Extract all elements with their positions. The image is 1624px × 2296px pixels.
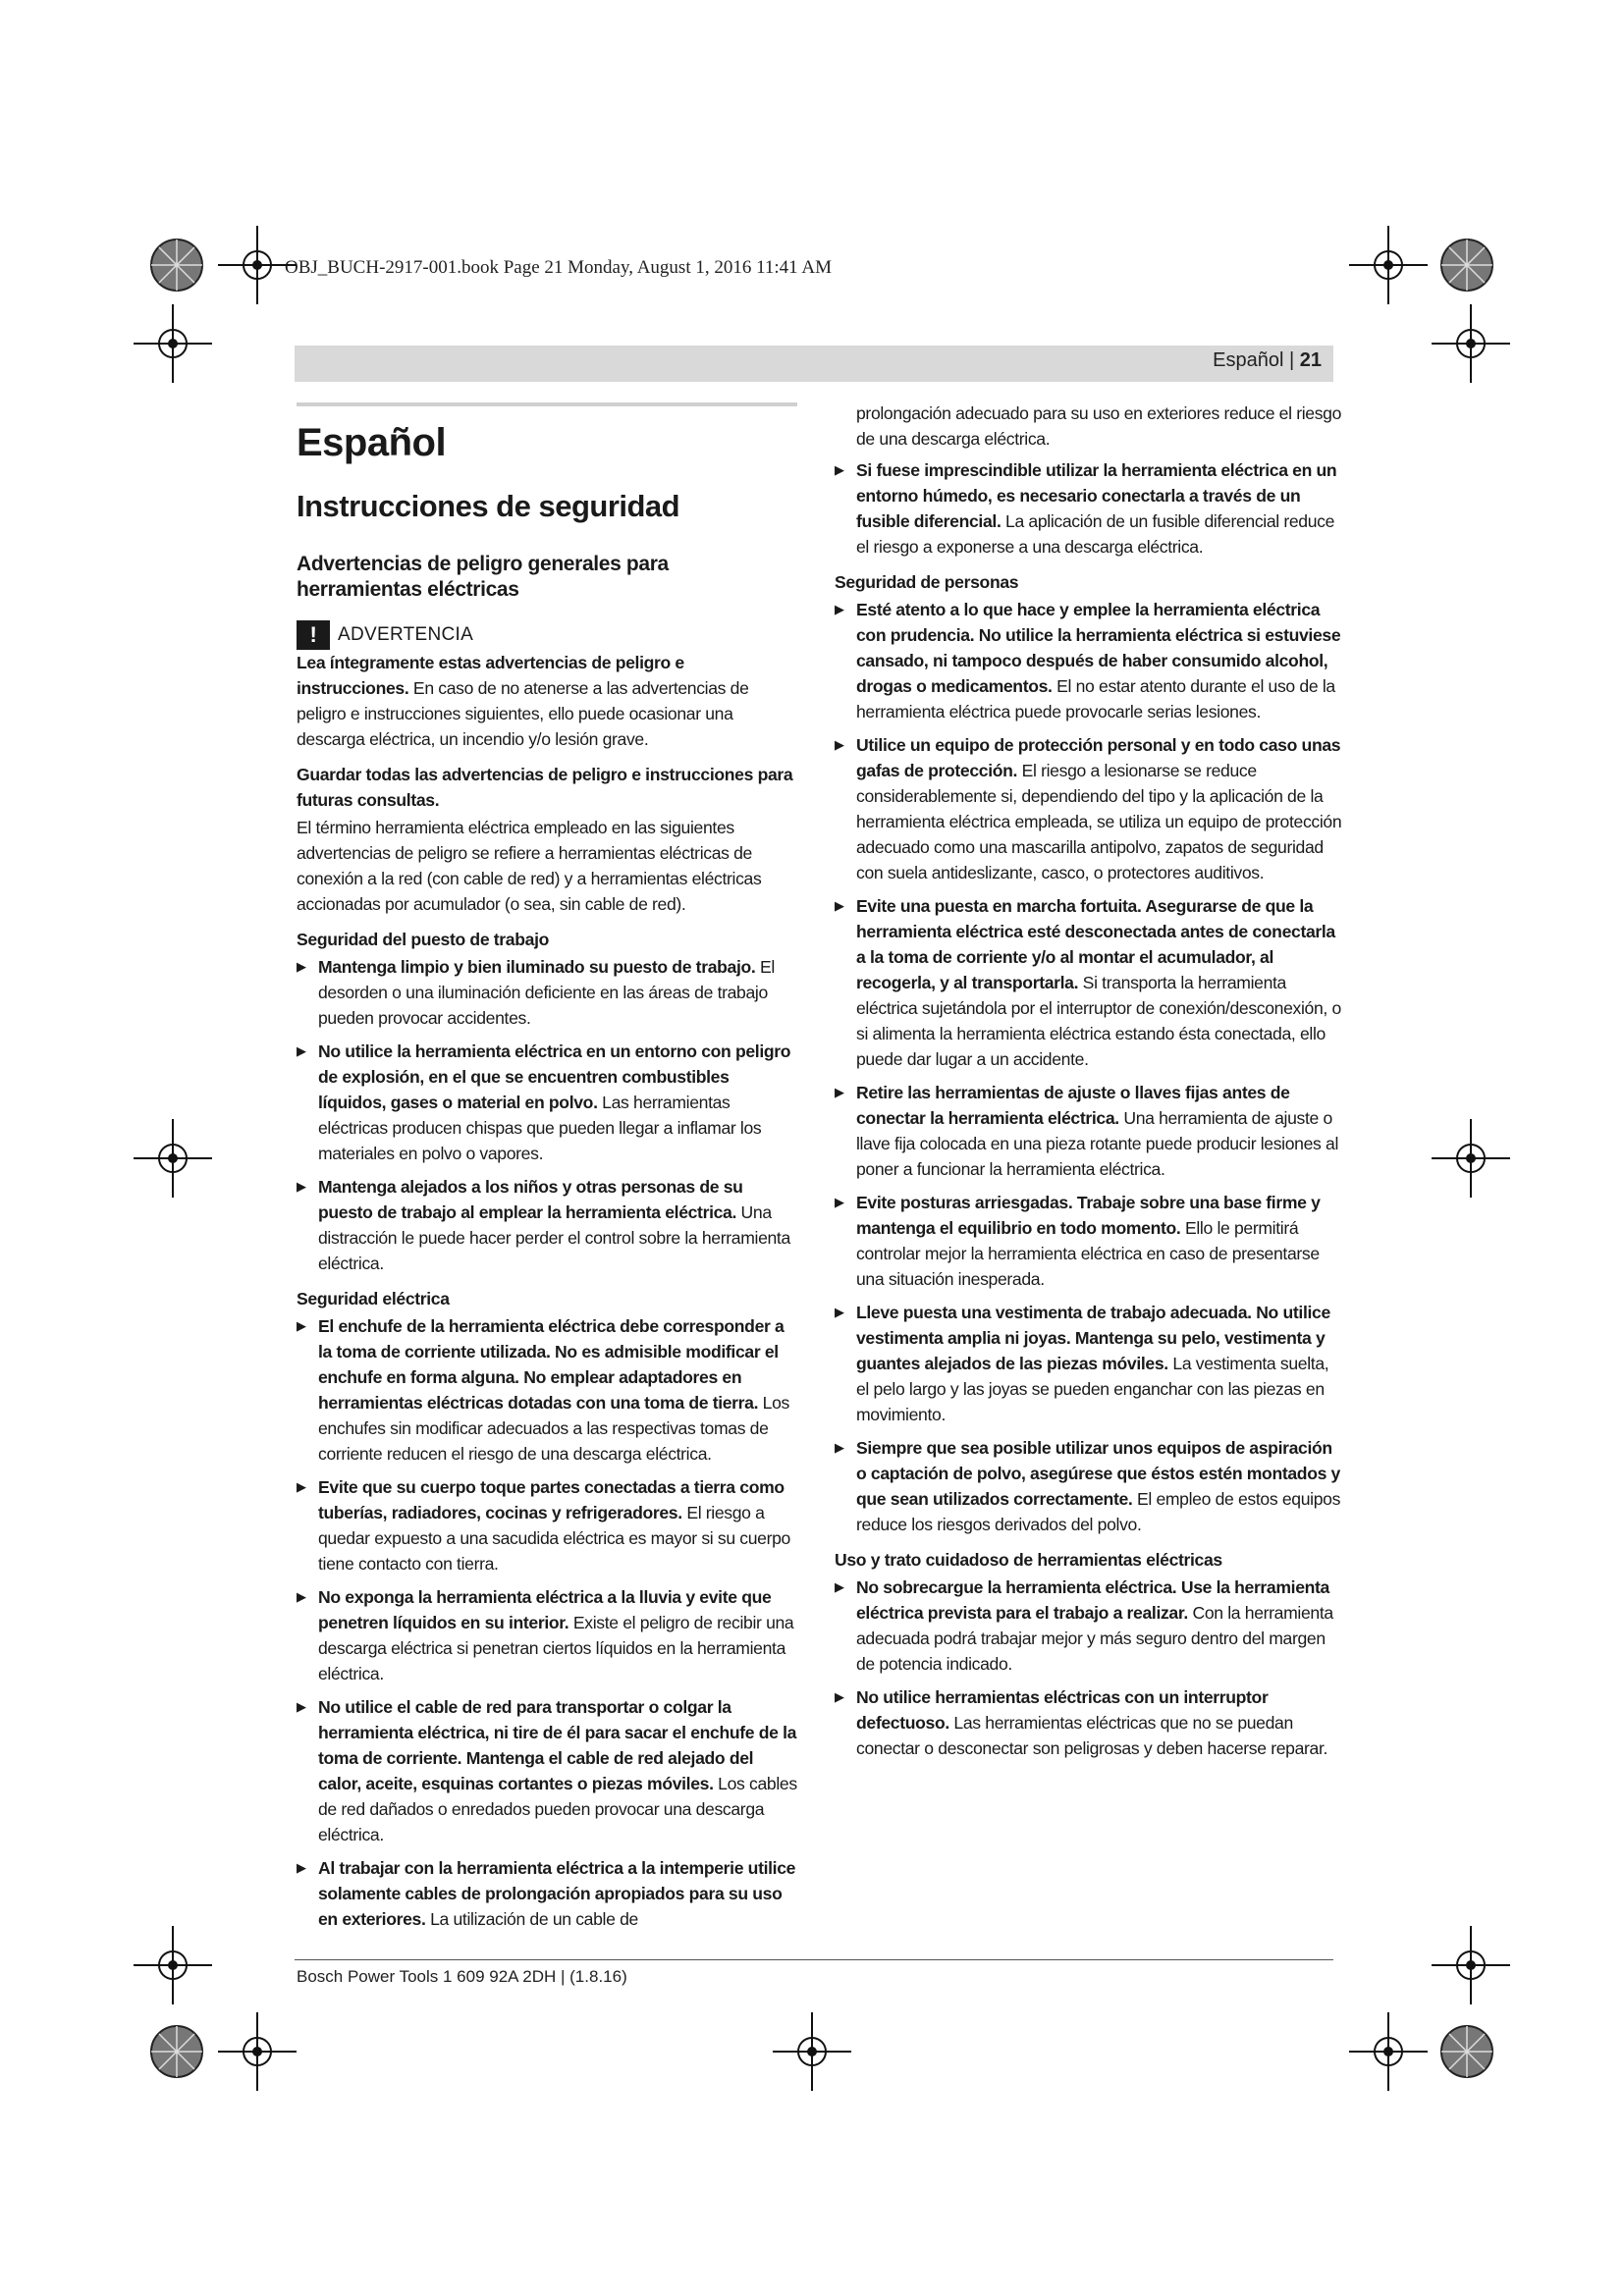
list-item (835, 1300, 1345, 1427)
page-number: 21 (1299, 349, 1322, 371)
header-language: Español (1213, 349, 1284, 371)
list-item (297, 1584, 797, 1686)
crosshair-mark-bottom-center (773, 2012, 851, 2091)
crosshair-mark-right-upper (1432, 304, 1510, 383)
warning-triangle-icon: ! (297, 620, 330, 650)
list-item (297, 1855, 797, 1932)
list-item (835, 1190, 1345, 1292)
item-text: Los cables de red dañados o enredados pueden provocar una descarga eléctrica. (318, 1774, 797, 1844)
list-item (835, 1575, 1345, 1677)
list-item (835, 1684, 1345, 1761)
list-item (297, 954, 797, 1031)
item-bold: No exponga la herramienta eléctrica a la lluvia y evite que penetren líquidos en su interior. (318, 1587, 772, 1632)
item-bold: Evite que su cuerpo toque partes conectadas a tierra como tuberías, radiadores, cocinas y refrigeradores. (318, 1477, 785, 1522)
electrical-list (297, 1313, 797, 1932)
crosshair-mark-left-middle (134, 1119, 212, 1198)
item-bold: No utilice el cable de red para transportar o colgar la herramienta eléctrica, ni tire de él para sacar el enchufe de la toma de corriente. Mantenga el cable de red alejado del calor, aceite, esquinas cortantes o piezas móviles. (318, 1697, 797, 1793)
item-text: Existe el peligro de recibir una descarga eléctrica si penetran ciertos líquidos en la herramienta eléctrica. (318, 1613, 794, 1683)
item-text: Las herramientas eléctricas que no se puedan conectar o desconectar son peligrosas y deben hacerse reparar. (856, 1713, 1328, 1758)
item-text: El empleo de estos equipos reduce los riesgos derivados del polvo. (856, 1489, 1341, 1534)
electrical-heading: Seguridad eléctrica (297, 1289, 450, 1308)
list-item (835, 1435, 1345, 1537)
item-bold: Evite posturas arriesgadas. Trabaje sobre una base firme y mantenga el equilibrio en todo momento. (856, 1193, 1321, 1238)
crosshair-mark-bottom-right (1349, 2012, 1428, 2091)
warning-paragraph (297, 650, 797, 752)
language-title: Español (297, 421, 447, 464)
item-text: Una distracción le puede hacer perder el control sobre la herramienta eléctrica. (318, 1202, 790, 1273)
item-text: La vestimenta suelta, el pelo largo y las joyas se pueden enganchar con las piezas en movimiento. (856, 1354, 1329, 1424)
page-footer: Bosch Power Tools 1 609 92A 2DH | (1.8.16) (297, 1967, 627, 1986)
definition-paragraph: El término herramienta eléctrica empleado en las siguientes advertencias de peligro se refiere a herramientas eléctricas de conexión a la red (con cable de red) y a herramientas eléctricas accionadas por acumulador (o sea, sin cable de red). (297, 818, 762, 914)
crosshair-mark-right-lower (1432, 1926, 1510, 2004)
registration-mark-bottom-right (1428, 2012, 1506, 2091)
warning-bold: Lea íntegramente estas advertencias de peligro e instrucciones. (297, 653, 684, 698)
item-bold: Al trabajar con la herramienta eléctrica a la intemperie utilice solamente cables de prolongación apropiados para su uso en exteriores. (318, 1858, 796, 1929)
warning-block (297, 620, 797, 650)
workplace-list (297, 954, 797, 1276)
item-text: Si transporta la herramienta eléctrica sujetándola por el interruptor de conexión/desconexión, o si alimenta la herramienta eléctrica estando ésta conectada, ello puede dar lugar a un accidente. (856, 973, 1341, 1069)
item-text: El riesgo a lesionarse se reduce considerablemente si, dependiendo del tipo y la aplicación de la herramienta eléctrica empleada, se utiliza un equipo de protección adecuado como una mascarilla antipolvo, zapatos de seguridad con suela antideslizante, casco, o protectores auditivos. (856, 761, 1342, 882)
registration-mark-top-left (137, 226, 216, 304)
crosshair-mark-left-lower (134, 1926, 212, 2004)
footer-rule (295, 1959, 1333, 1960)
item-text: El riesgo a quedar expuesto a una sacudida eléctrica es mayor si su cuerpo tiene contacto con tierra. (318, 1503, 790, 1574)
left-column (297, 400, 797, 1940)
list-item (835, 1080, 1345, 1182)
list-item (835, 893, 1345, 1072)
item-bold: Si fuese imprescindible utilizar la herramienta eléctrica en un entorno húmedo, es necesario conectarla a través de un fusible diferencial. (856, 460, 1337, 531)
item-bold: Esté atento a lo que hace y emplee la herramienta eléctrica con prudencia. No utilice la herramienta eléctrica si estuviese cansado, ni tampoco después de haber consumido alcohol, drogas o medicamentos. (856, 600, 1341, 696)
item-text: Una herramienta de ajuste o llave fija colocada en una pieza rotante puede producir lesiones al poner a funcionar la herramienta eléctrica. (856, 1108, 1339, 1179)
list-item (297, 1474, 797, 1576)
item-text: Los enchufes sin modificar adecuados a las respectivas tomas de corriente reducen el riesgo de una descarga eléctrica. (318, 1393, 789, 1464)
registration-mark-top-right (1428, 226, 1506, 304)
item-bold: Mantenga alejados a los niños y otras personas de su puesto de trabajo al emplear la herramienta eléctrica. (318, 1177, 743, 1222)
warning-badge (297, 620, 473, 650)
subsection-title: Advertencias de peligro generales para herramientas eléctricas (297, 553, 669, 601)
page-header-band (295, 346, 1333, 382)
list-item (297, 1039, 797, 1166)
item-bold: Utilice un equipo de protección personal y en todo caso unas gafas de protección. (856, 735, 1341, 780)
save-instructions-heading: Guardar todas las advertencias de peligro e instrucciones para futuras consultas. (297, 765, 793, 810)
item-text: La utilización de un cable de (425, 1909, 638, 1929)
item-bold: Lleve puesta una vestimenta de trabajo adecuada. No utilice vestimenta amplia ni joyas. Mantenga su pelo, vestimenta y guantes alejados de las piezas móviles. (856, 1303, 1330, 1373)
list-item (297, 1313, 797, 1467)
list-item (297, 1174, 797, 1276)
workplace-heading: Seguridad del puesto de trabajo (297, 930, 550, 949)
item-text: El no estar atento durante el uso de la herramienta eléctrica puede provocarle serias lesiones. (856, 676, 1335, 721)
personal-heading: Seguridad de personas (835, 572, 1019, 592)
item-text: El desorden o una iluminación deficiente en las áreas de trabajo pueden provocar accidentes. (318, 957, 775, 1028)
right-column (835, 400, 1345, 1769)
item-bold: El enchufe de la herramienta eléctrica debe corresponder a la toma de corriente utilizada. No es admisible modificar el enchufe en forma alguna. No emplear adaptadores en herramientas eléctricas dotadas con una toma de tierra. (318, 1316, 785, 1413)
item-bold: Evite una puesta en marcha fortuita. Asegurarse de que la herramienta eléctrica esté desconectada antes de conectarla a la toma de corriente y/o al montar el acumulador, al recogerla, y al transportarla. (856, 896, 1335, 992)
crosshair-mark-right-middle (1432, 1119, 1510, 1198)
item-bold: Siempre que sea posible utilizar unos equipos de aspiración o captación de polvo, asegúrese que éstos estén montados y que sean utilizados correctamente. (856, 1438, 1340, 1509)
item-bold: No utilice la herramienta eléctrica en un entorno con peligro de explosión, en el que se encuentren combustibles líquidos, gases o material en polvo. (318, 1041, 791, 1112)
crosshair-mark-bottom-left (218, 2012, 297, 2091)
page-header: Español | 21 (1213, 349, 1322, 371)
item-bold: No utilice herramientas eléctricas con un interruptor defectuoso. (856, 1687, 1269, 1733)
tools-list (835, 1575, 1345, 1761)
item-text: La aplicación de un fusible diferencial reduce el riesgo a exponerse a una descarga eléctrica. (856, 511, 1335, 557)
item-bold: No sobrecargue la herramienta eléctrica. Use la herramienta eléctrica prevista para el trabajo a realizar. (856, 1577, 1329, 1623)
print-slug: OBJ_BUCH-2917-001.book Page 21 Monday, August 1, 2016 11:41 AM (285, 257, 832, 278)
list-item (835, 597, 1345, 724)
crosshair-mark-left-upper (134, 304, 212, 383)
warning-text: En caso de no atenerse a las advertencias de peligro e instrucciones siguientes, ello puede ocasionar una descarga eléctrica, un incendio y/o lesión grave. (297, 678, 749, 749)
personal-list (835, 597, 1345, 1537)
list-item (297, 1694, 797, 1847)
registration-mark-bottom-left (137, 2012, 216, 2091)
item-bold: Retire las herramientas de ajuste o llaves fijas antes de conectar la herramienta eléctrica. (856, 1083, 1290, 1128)
crosshair-mark-top-left (218, 226, 297, 304)
crosshair-mark-top-right (1349, 226, 1428, 304)
item-text: Con la herramienta adecuada podrá trabajar mejor y más seguro dentro del margen de potencia indicado. (856, 1603, 1333, 1674)
list-item (835, 732, 1345, 885)
warning-word: ADVERTENCIA (338, 624, 474, 645)
continuation-paragraph: prolongación adecuado para su uso en exteriores reduce el riesgo de una descarga eléctrica. (856, 403, 1342, 449)
list-item (835, 457, 1345, 560)
item-text: Ello le permitirá controlar mejor la herramienta eléctrica en caso de presentarse una situación inesperada. (856, 1218, 1320, 1289)
electrical-list-continued (835, 457, 1345, 560)
section-title: Instrucciones de seguridad (297, 489, 680, 523)
tools-heading: Uso y trato cuidadoso de herramientas eléctricas (835, 1550, 1222, 1570)
item-text: Las herramientas eléctricas producen chispas que pueden llegar a inflamar los materiales en polvo o vapores. (318, 1093, 762, 1163)
item-bold: Mantenga limpio y bien iluminado su puesto de trabajo. (318, 957, 756, 977)
